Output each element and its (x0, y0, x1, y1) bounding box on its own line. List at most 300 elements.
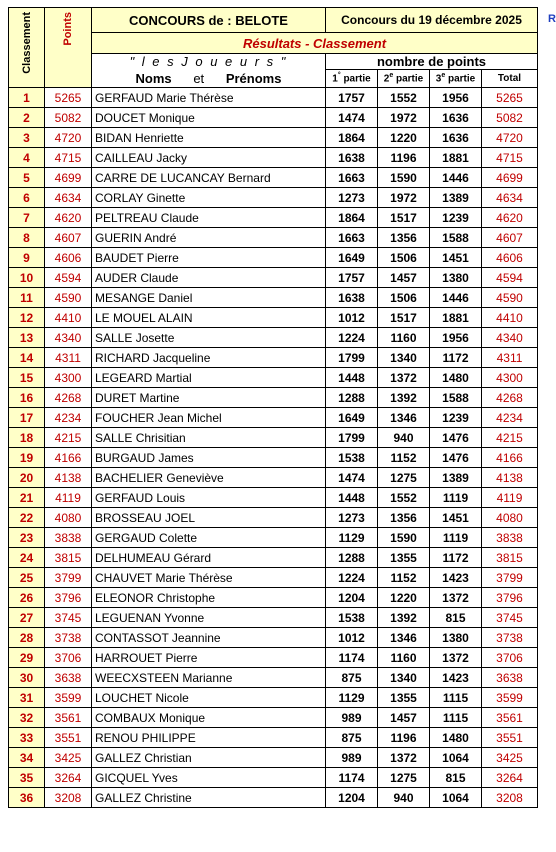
round2-score-cell: 1346 (378, 408, 430, 428)
player-name-cell: LEGEARD Martial (92, 368, 326, 388)
points-cell: 3425 (45, 748, 92, 768)
results-table (8, 7, 538, 808)
rank-cell: 6 (9, 188, 45, 208)
rank-cell: 10 (9, 268, 45, 288)
round2-score-cell: 1275 (378, 468, 430, 488)
player-name-cell: RICHARD Jacqueline (92, 348, 326, 368)
total-score-cell: 4590 (482, 288, 538, 308)
points-cell: 4138 (45, 468, 92, 488)
points-cell: 4594 (45, 268, 92, 288)
round2-score-cell: 1392 (378, 608, 430, 628)
round2-score-cell: 1552 (378, 88, 430, 108)
player-name-cell: RENOU PHILIPPE (92, 728, 326, 748)
round3-score-cell: 1480 (430, 368, 482, 388)
player-name-cell: AUDER Claude (92, 268, 326, 288)
table-row (9, 468, 538, 488)
total-score-cell: 4720 (482, 128, 538, 148)
round2-score-cell: 1220 (378, 128, 430, 148)
table-row (9, 168, 538, 188)
total-score-cell: 4699 (482, 168, 538, 188)
round3-score-cell: 1115 (430, 688, 482, 708)
total-score-cell: 3425 (482, 748, 538, 768)
round3-score-cell: 1636 (430, 128, 482, 148)
total-score-cell: 4607 (482, 228, 538, 248)
round2-score-cell: 1457 (378, 708, 430, 728)
round2-score-cell: 1355 (378, 548, 430, 568)
points-cell: 4311 (45, 348, 92, 368)
et-label: et (193, 71, 205, 86)
rank-cell: 34 (9, 748, 45, 768)
round1-score-cell: 1288 (326, 388, 378, 408)
rank-cell: 26 (9, 588, 45, 608)
round3-score-cell: 1636 (430, 108, 482, 128)
round2-score-cell: 1590 (378, 528, 430, 548)
round3-score-cell: 1423 (430, 568, 482, 588)
round3-score-cell: 1389 (430, 468, 482, 488)
round2-score-cell: 1355 (378, 688, 430, 708)
table-row (9, 568, 538, 588)
total-score-cell: 4410 (482, 308, 538, 328)
player-name-cell: HARROUET Pierre (92, 648, 326, 668)
round2-score-cell: 1517 (378, 208, 430, 228)
rank-cell: 3 (9, 128, 45, 148)
total-score-cell: 3738 (482, 628, 538, 648)
points-cell: 4699 (45, 168, 92, 188)
player-name-cell: DURET Martine (92, 388, 326, 408)
player-name-cell: DELHUMEAU Gérard (92, 548, 326, 568)
total-score-cell: 4594 (482, 268, 538, 288)
player-name-cell: CHAUVET Marie Thérèse (92, 568, 326, 588)
rank-cell: 2 (9, 108, 45, 128)
round1-score-cell: 1012 (326, 308, 378, 328)
rank-cell: 5 (9, 168, 45, 188)
round2-score-cell: 1152 (378, 448, 430, 468)
table-row (9, 628, 538, 648)
total-score-cell: 3706 (482, 648, 538, 668)
name-columns-caption (92, 70, 325, 87)
total-score-cell: 4311 (482, 348, 538, 368)
round1-score-cell: 1129 (326, 528, 378, 548)
player-name-cell: FOUCHER Jean Michel (92, 408, 326, 428)
table-row (9, 688, 538, 708)
table-row (9, 548, 538, 568)
player-name-cell: BACHELIER Geneviève (92, 468, 326, 488)
rank-column-header (9, 8, 45, 88)
points-column-label: Points (62, 12, 74, 46)
round3-score-cell: 1239 (430, 408, 482, 428)
round1-score-cell: 1538 (326, 608, 378, 628)
round3-score-cell: 815 (430, 608, 482, 628)
round3-score-cell: 1239 (430, 208, 482, 228)
table-row (9, 448, 538, 468)
total-score-cell: 5265 (482, 88, 538, 108)
round3-header: 3e partie (430, 70, 482, 88)
total-score-cell: 4606 (482, 248, 538, 268)
round3-score-cell: 1372 (430, 588, 482, 608)
total-score-cell: 4634 (482, 188, 538, 208)
rank-cell: 21 (9, 488, 45, 508)
round2-score-cell: 1196 (378, 148, 430, 168)
round3-score-cell: 1480 (430, 728, 482, 748)
round3-score-cell: 1956 (430, 328, 482, 348)
total-score-cell: 3745 (482, 608, 538, 628)
player-name-cell: DOUCET Monique (92, 108, 326, 128)
total-header: Total (482, 70, 538, 88)
table-row (9, 508, 538, 528)
table-row (9, 528, 538, 548)
points-cell: 5082 (45, 108, 92, 128)
player-name-cell: SALLE Josette (92, 328, 326, 348)
rank-cell: 24 (9, 548, 45, 568)
points-cell: 3738 (45, 628, 92, 648)
points-group-header: nombre de points (326, 54, 538, 70)
round2-header: 2e partie (378, 70, 430, 88)
table-row (9, 428, 538, 448)
round2-score-cell: 1972 (378, 188, 430, 208)
table-row (9, 608, 538, 628)
total-score-cell: 3264 (482, 768, 538, 788)
points-cell: 4340 (45, 328, 92, 348)
points-cell: 4166 (45, 448, 92, 468)
round3-score-cell: 1446 (430, 288, 482, 308)
player-name-cell: GALLEZ Christine (92, 788, 326, 808)
table-row (9, 408, 538, 428)
round2-score-cell: 1196 (378, 728, 430, 748)
round1-score-cell: 1273 (326, 508, 378, 528)
points-cell: 4300 (45, 368, 92, 388)
player-name-cell: GUERIN André (92, 228, 326, 248)
round3-score-cell: 1451 (430, 248, 482, 268)
table-row (9, 208, 538, 228)
round1-score-cell: 1864 (326, 208, 378, 228)
total-score-cell: 3561 (482, 708, 538, 728)
round3-score-cell: 815 (430, 768, 482, 788)
player-name-cell: BAUDET Pierre (92, 248, 326, 268)
table-row (9, 788, 538, 808)
table-row (9, 308, 538, 328)
round3-score-cell: 1956 (430, 88, 482, 108)
rank-cell: 12 (9, 308, 45, 328)
points-cell: 3838 (45, 528, 92, 548)
round2-score-cell: 1356 (378, 508, 430, 528)
points-cell: 3551 (45, 728, 92, 748)
player-name-cell: ELEONOR Christophe (92, 588, 326, 608)
player-name-cell: GERFAUD Marie Thérèse (92, 88, 326, 108)
rank-cell: 11 (9, 288, 45, 308)
round3-score-cell: 1476 (430, 448, 482, 468)
player-name-cell: WEECXSTEEN Marianne (92, 668, 326, 688)
players-header (92, 54, 326, 88)
table-row (9, 148, 538, 168)
results-subtitle: Résultats - Classement (92, 33, 538, 54)
total-score-cell: 4300 (482, 368, 538, 388)
points-cell: 3561 (45, 708, 92, 728)
round1-score-cell: 875 (326, 728, 378, 748)
total-score-cell: 4166 (482, 448, 538, 468)
round1-score-cell: 875 (326, 668, 378, 688)
round3-score-cell: 1372 (430, 648, 482, 668)
round2-score-cell: 1590 (378, 168, 430, 188)
rank-cell: 18 (9, 428, 45, 448)
rank-cell: 27 (9, 608, 45, 628)
points-cell: 4080 (45, 508, 92, 528)
round1-score-cell: 1538 (326, 448, 378, 468)
round1-score-cell: 1757 (326, 268, 378, 288)
round3-score-cell: 1588 (430, 228, 482, 248)
round2-score-cell: 1457 (378, 268, 430, 288)
points-cell: 4606 (45, 248, 92, 268)
points-cell: 4268 (45, 388, 92, 408)
points-cell: 4715 (45, 148, 92, 168)
round2-score-cell: 1160 (378, 328, 430, 348)
player-name-cell: PELTREAU Claude (92, 208, 326, 228)
points-cell: 4215 (45, 428, 92, 448)
round1-score-cell: 989 (326, 708, 378, 728)
rank-cell: 32 (9, 708, 45, 728)
total-score-cell: 3599 (482, 688, 538, 708)
players-caption: " l e s J o u e u r s " (129, 54, 288, 69)
points-cell: 3208 (45, 788, 92, 808)
round3-score-cell: 1389 (430, 188, 482, 208)
round2-score-cell: 1372 (378, 368, 430, 388)
table-header (9, 8, 538, 88)
round1-score-cell: 1012 (326, 628, 378, 648)
player-name-cell: GALLEZ Christian (92, 748, 326, 768)
player-name-cell: LOUCHET Nicole (92, 688, 326, 708)
total-score-cell: 4080 (482, 508, 538, 528)
round2-score-cell: 1972 (378, 108, 430, 128)
round2-score-cell: 1152 (378, 568, 430, 588)
player-name-cell: LE MOUEL ALAIN (92, 308, 326, 328)
round1-score-cell: 1799 (326, 428, 378, 448)
rank-cell: 33 (9, 728, 45, 748)
round3-score-cell: 1380 (430, 628, 482, 648)
points-cell: 3745 (45, 608, 92, 628)
round1-score-cell: 1129 (326, 688, 378, 708)
table-row (9, 748, 538, 768)
round1-score-cell: 1663 (326, 228, 378, 248)
player-name-cell: CORLAY Ginette (92, 188, 326, 208)
table-row (9, 728, 538, 748)
table-row (9, 588, 538, 608)
round2-score-cell: 1506 (378, 248, 430, 268)
total-score-cell: 3796 (482, 588, 538, 608)
table-row (9, 268, 538, 288)
points-cell: 4634 (45, 188, 92, 208)
rank-cell: 4 (9, 148, 45, 168)
rank-cell: 8 (9, 228, 45, 248)
total-score-cell: 3551 (482, 728, 538, 748)
total-score-cell: 5082 (482, 108, 538, 128)
total-score-cell: 3838 (482, 528, 538, 548)
total-score-cell: 3638 (482, 668, 538, 688)
player-name-cell: CAILLEAU Jacky (92, 148, 326, 168)
table-row (9, 288, 538, 308)
round1-score-cell: 989 (326, 748, 378, 768)
round2-score-cell: 1220 (378, 588, 430, 608)
rank-cell: 19 (9, 448, 45, 468)
player-name-cell: GERFAUD Louis (92, 488, 326, 508)
rank-cell: 14 (9, 348, 45, 368)
table-row (9, 228, 538, 248)
round3-score-cell: 1064 (430, 748, 482, 768)
round2-score-cell: 1356 (378, 228, 430, 248)
player-name-cell: CONTASSOT Jeannine (92, 628, 326, 648)
round1-score-cell: 1204 (326, 588, 378, 608)
points-cell: 3706 (45, 648, 92, 668)
round3-score-cell: 1172 (430, 348, 482, 368)
round3-score-cell: 1451 (430, 508, 482, 528)
player-name-cell: LEGUENAN Yvonne (92, 608, 326, 628)
table-row (9, 668, 538, 688)
round3-score-cell: 1881 (430, 148, 482, 168)
rank-cell: 25 (9, 568, 45, 588)
points-cell: 3815 (45, 548, 92, 568)
round3-score-cell: 1446 (430, 168, 482, 188)
rank-cell: 17 (9, 408, 45, 428)
round1-header: 1° partie (326, 70, 378, 88)
round2-score-cell: 1275 (378, 768, 430, 788)
rank-cell: 9 (9, 248, 45, 268)
contest-date: Concours du 19 décembre 2025 (326, 8, 538, 33)
round1-score-cell: 1864 (326, 128, 378, 148)
rank-cell: 35 (9, 768, 45, 788)
rank-cell: 13 (9, 328, 45, 348)
round3-score-cell: 1119 (430, 488, 482, 508)
rank-cell: 20 (9, 468, 45, 488)
round2-score-cell: 1372 (378, 748, 430, 768)
round1-score-cell: 1799 (326, 348, 378, 368)
round1-score-cell: 1638 (326, 148, 378, 168)
round3-score-cell: 1423 (430, 668, 482, 688)
rank-cell: 28 (9, 628, 45, 648)
rank-cell: 23 (9, 528, 45, 548)
total-score-cell: 4268 (482, 388, 538, 408)
round2-score-cell: 940 (378, 428, 430, 448)
player-name-cell: CARRE DE LUCANCAY Bernard (92, 168, 326, 188)
round2-score-cell: 1160 (378, 648, 430, 668)
round3-score-cell: 1115 (430, 708, 482, 728)
round1-score-cell: 1174 (326, 768, 378, 788)
table-row (9, 348, 538, 368)
round3-score-cell: 1380 (430, 268, 482, 288)
round3-score-cell: 1172 (430, 548, 482, 568)
round2-score-cell: 1340 (378, 668, 430, 688)
round3-score-cell: 1588 (430, 388, 482, 408)
points-cell: 3599 (45, 688, 92, 708)
points-cell: 4410 (45, 308, 92, 328)
rank-cell: 16 (9, 388, 45, 408)
table-row (9, 188, 538, 208)
rank-cell: 30 (9, 668, 45, 688)
round1-score-cell: 1638 (326, 288, 378, 308)
table-row (9, 108, 538, 128)
total-score-cell: 4620 (482, 208, 538, 228)
round1-score-cell: 1649 (326, 408, 378, 428)
round1-score-cell: 1174 (326, 648, 378, 668)
rank-cell: 7 (9, 208, 45, 228)
points-cell: 4234 (45, 408, 92, 428)
rank-cell: 29 (9, 648, 45, 668)
points-cell: 5265 (45, 88, 92, 108)
round1-score-cell: 1204 (326, 788, 378, 808)
prenoms-label: Prénoms (225, 71, 282, 86)
round1-score-cell: 1273 (326, 188, 378, 208)
rank-cell: 15 (9, 368, 45, 388)
round1-score-cell: 1288 (326, 548, 378, 568)
clipped-text: R (548, 13, 556, 25)
total-score-cell: 4215 (482, 428, 538, 448)
player-name-cell: BROSSEAU JOEL (92, 508, 326, 528)
round2-score-cell: 1506 (378, 288, 430, 308)
table-body (9, 88, 538, 808)
round1-score-cell: 1448 (326, 488, 378, 508)
round2-score-cell: 940 (378, 788, 430, 808)
contest-title: CONCOURS de : BELOTE (92, 8, 326, 33)
total-score-cell: 4119 (482, 488, 538, 508)
round1-score-cell: 1474 (326, 108, 378, 128)
rank-cell: 1 (9, 88, 45, 108)
points-cell: 4590 (45, 288, 92, 308)
round1-score-cell: 1663 (326, 168, 378, 188)
table-row (9, 328, 538, 348)
round1-score-cell: 1474 (326, 468, 378, 488)
player-name-cell: GICQUEL Yves (92, 768, 326, 788)
points-cell: 3264 (45, 768, 92, 788)
points-cell: 4119 (45, 488, 92, 508)
points-cell: 4720 (45, 128, 92, 148)
player-name-cell: COMBAUX Monique (92, 708, 326, 728)
player-name-cell: GERGAUD Colette (92, 528, 326, 548)
rank-cell: 31 (9, 688, 45, 708)
round1-score-cell: 1448 (326, 368, 378, 388)
table-row (9, 388, 538, 408)
round2-score-cell: 1346 (378, 628, 430, 648)
table-row (9, 648, 538, 668)
round1-score-cell: 1224 (326, 568, 378, 588)
table-row (9, 248, 538, 268)
round2-score-cell: 1392 (378, 388, 430, 408)
points-cell: 3799 (45, 568, 92, 588)
round1-score-cell: 1649 (326, 248, 378, 268)
table-row (9, 88, 538, 108)
round2-score-cell: 1340 (378, 348, 430, 368)
round3-score-cell: 1064 (430, 788, 482, 808)
round1-score-cell: 1757 (326, 88, 378, 108)
points-column-header (45, 8, 92, 88)
rank-cell: 36 (9, 788, 45, 808)
points-cell: 4620 (45, 208, 92, 228)
noms-label: Noms (135, 71, 172, 86)
rank-cell: 22 (9, 508, 45, 528)
total-score-cell: 4715 (482, 148, 538, 168)
table-row (9, 128, 538, 148)
table-row (9, 708, 538, 728)
player-name-cell: BURGAUD James (92, 448, 326, 468)
total-score-cell: 3799 (482, 568, 538, 588)
rank-column-label: Classement (20, 12, 33, 74)
player-name-cell: BIDAN Henriette (92, 128, 326, 148)
total-score-cell: 4234 (482, 408, 538, 428)
player-name-cell: SALLE Chrisitian (92, 428, 326, 448)
total-score-cell: 3208 (482, 788, 538, 808)
round3-score-cell: 1881 (430, 308, 482, 328)
total-score-cell: 4138 (482, 468, 538, 488)
table-row (9, 368, 538, 388)
total-score-cell: 4340 (482, 328, 538, 348)
table-row (9, 488, 538, 508)
round3-score-cell: 1119 (430, 528, 482, 548)
